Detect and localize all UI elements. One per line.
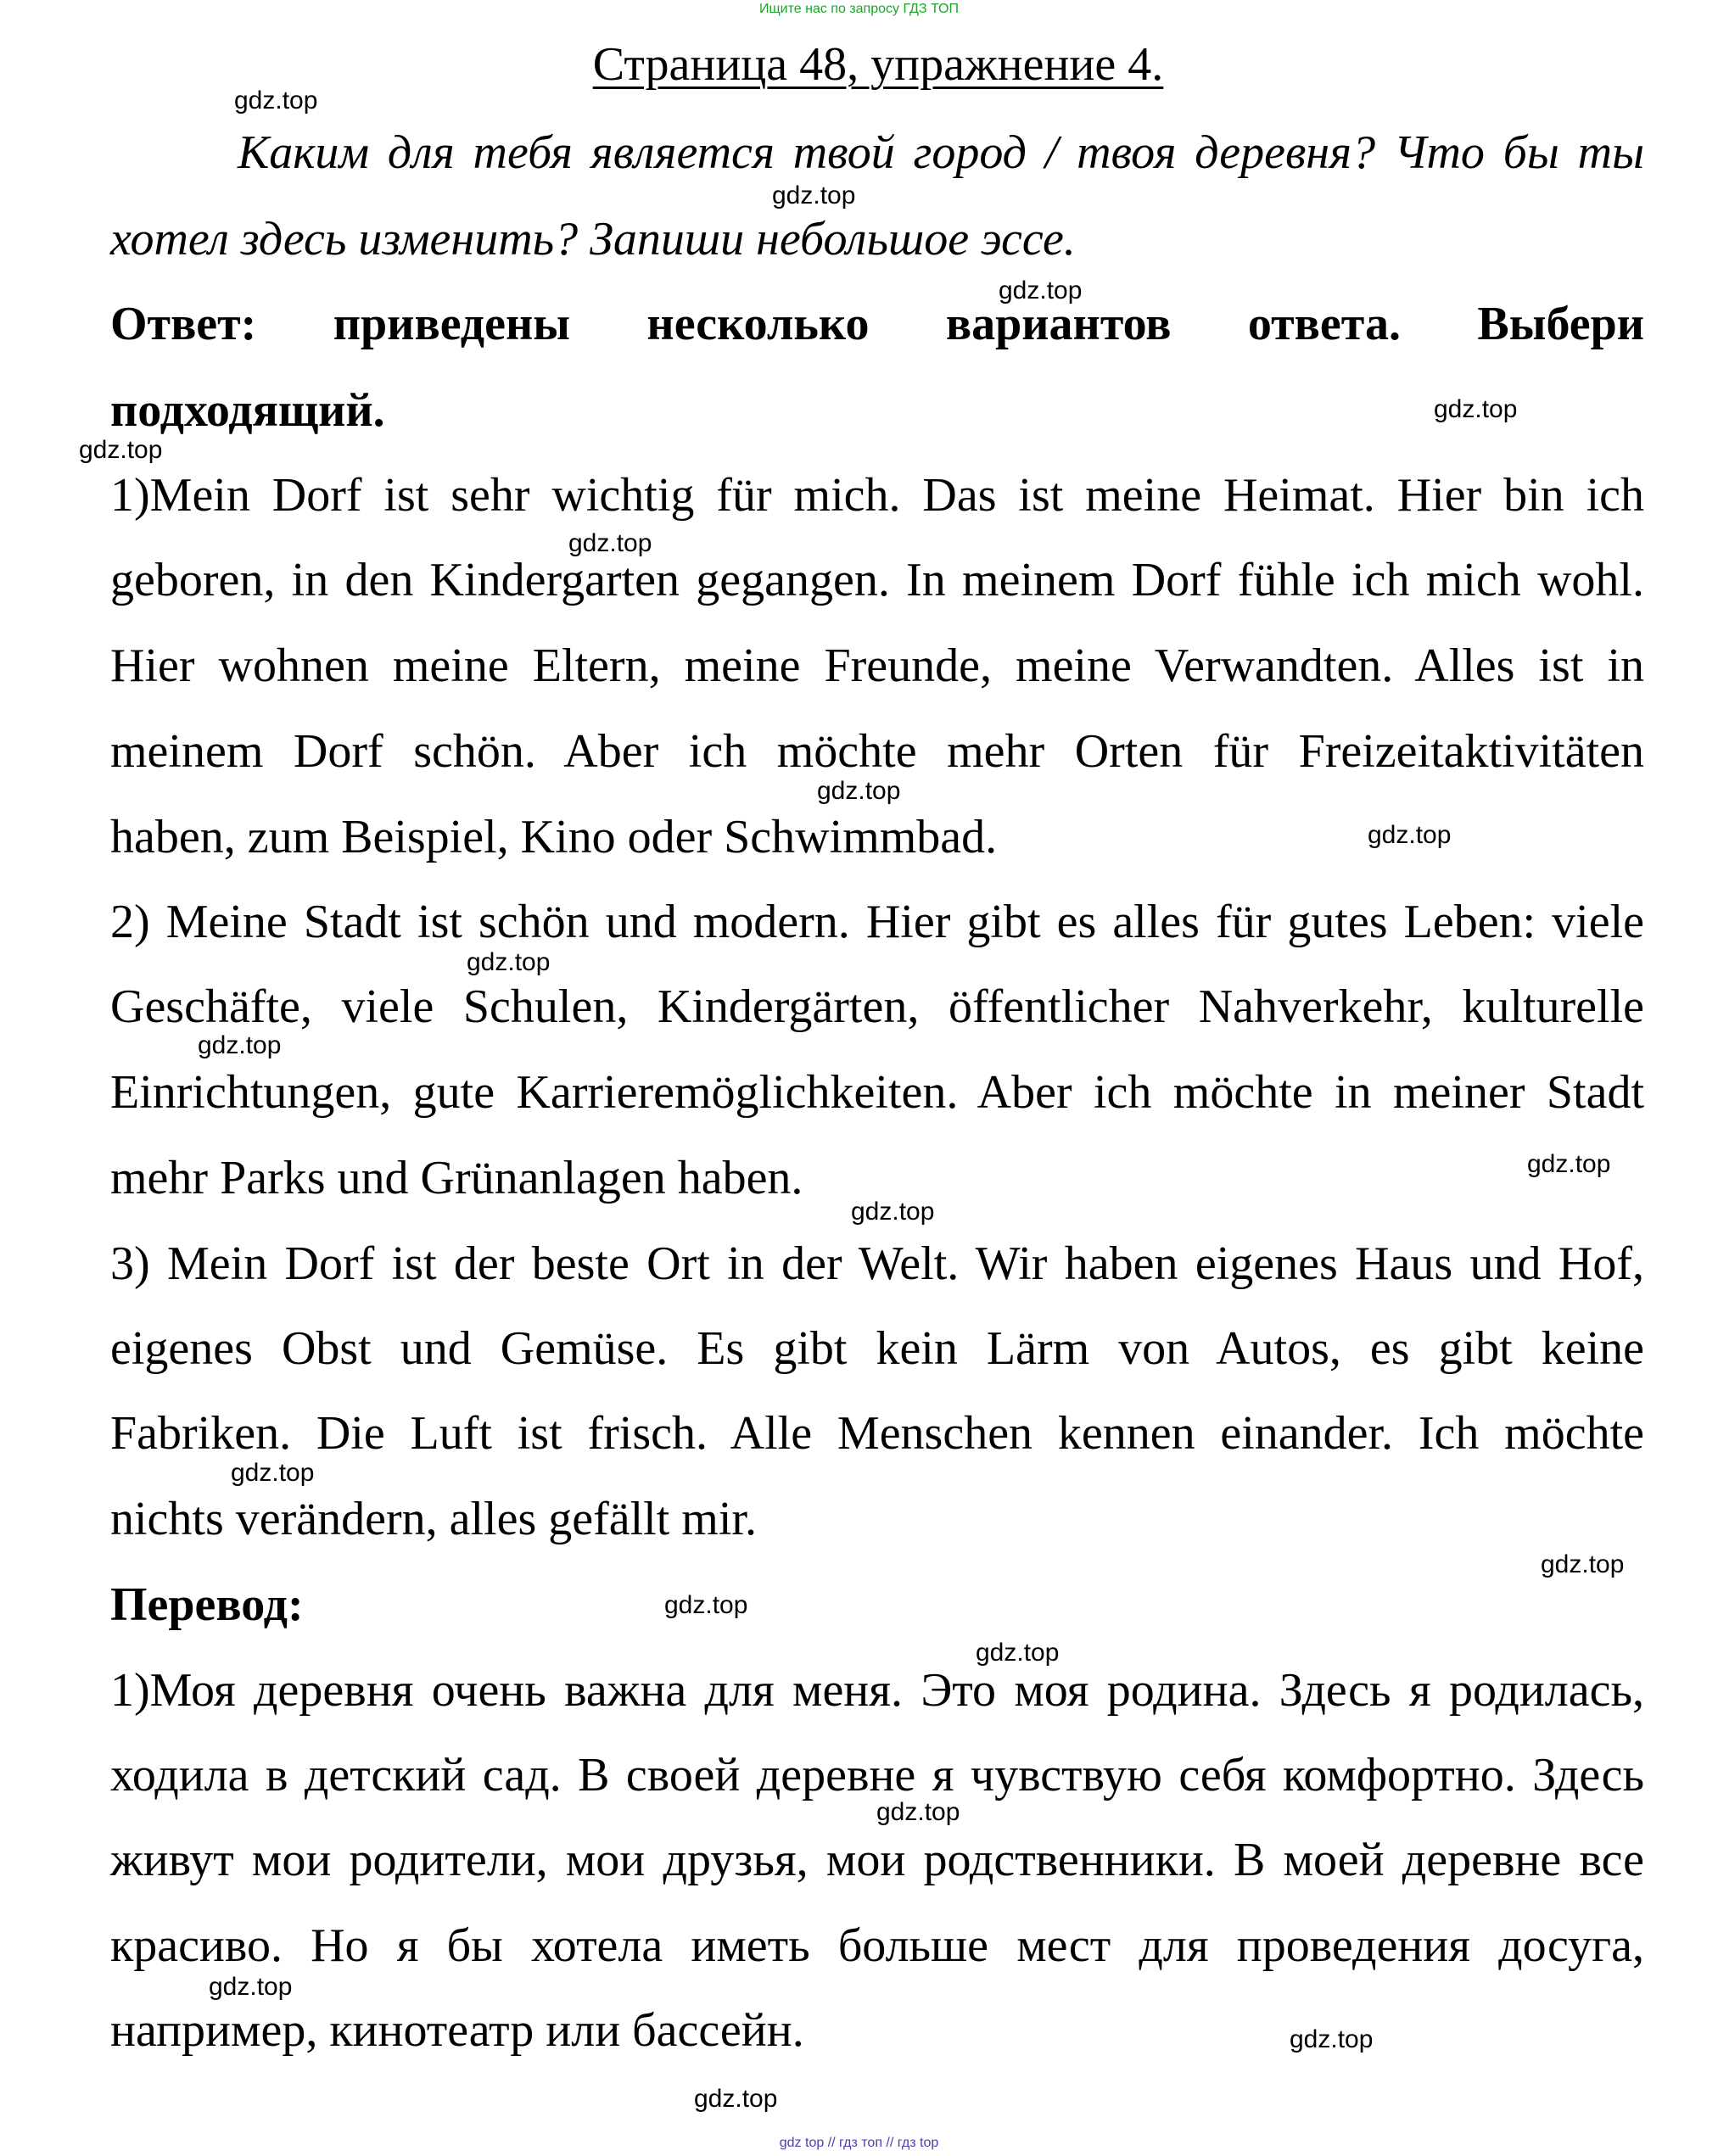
search-banner: Ищите нас по запросу ГДЗ ТОП [759, 2, 959, 16]
task-line-2: хотел здесь изменить? Запиши небольшое эссе. [110, 213, 1076, 265]
watermark: gdz.top [876, 1798, 960, 1826]
translation-line-4: красиво. Но я бы хотела иметь больше мест для проведения досуга, [110, 1919, 1644, 1972]
german-line-3: Hier wohnen meine Eltern, meine Freunde, meine Verwandten. Alles ist in [110, 640, 1644, 692]
german-line-7: Geschäfte, viele Schulen, Kindergärten, öffentlicher Nahverkehr, kulturelle [110, 980, 1644, 1033]
answer-heading-line-2: подходящий. [110, 384, 385, 437]
german-line-2: geboren, in den Kindergarten gegangen. In meinem Dorf fühle ich mich wohl. [110, 554, 1644, 606]
task-line-1: Каким для тебя является твой город / твоя деревня? Что бы ты [238, 126, 1644, 179]
watermark: gdz.top [664, 1591, 748, 1619]
watermark: gdz.top [851, 1198, 935, 1226]
german-line-1: 1)Mein Dorf ist sehr wichtig für mich. Das ist meine Heimat. Hier bin ich [110, 469, 1644, 522]
watermark: gdz.top [1368, 821, 1452, 849]
watermark: gdz.top [79, 436, 163, 464]
german-line-4: meinem Dorf schön. Aber ich möchte mehr Orten für Freizeitaktivitäten [110, 725, 1644, 778]
watermark: gdz.top [568, 529, 652, 557]
watermark: gdz.top [1434, 395, 1518, 423]
translation-line-3: живут мои родители, мои друзья, мои родственники. В моей деревне все [110, 1834, 1644, 1886]
german-line-9: mehr Parks und Grünanlagen haben. [110, 1152, 803, 1204]
watermark: gdz.top [817, 777, 901, 805]
translation-line-2: ходила в детский сад. В своей деревне я чувствую себя комфортно. Здесь [110, 1749, 1644, 1801]
watermark: gdz.top [694, 2085, 778, 2113]
translation-heading: Перевод: [110, 1578, 304, 1631]
watermark: gdz.top [198, 1031, 282, 1059]
translation-line-5: например, кинотеатр или бассейн. [110, 2004, 804, 2057]
watermark: gdz.top [231, 1459, 315, 1487]
watermark: gdz.top [772, 182, 856, 209]
answer-heading-line-1: Ответ: приведены несколько вариантов ответа. Выбери [110, 298, 1644, 350]
watermark: gdz.top [234, 87, 318, 115]
german-line-13: nichts verändern, alles gefällt mir. [110, 1493, 757, 1545]
german-line-12: Fabriken. Die Luft ist frisch. Alle Menschen kennen einander. Ich möchte [110, 1407, 1644, 1460]
watermark: gdz.top [1527, 1150, 1611, 1178]
translation-line-1: 1)Моя деревня очень важна для меня. Это моя родина. Здесь я родилась, [110, 1664, 1644, 1717]
watermark: gdz.top [999, 276, 1083, 304]
german-line-11: eigenes Obst und Gemüse. Es gibt kein Lärm von Autos, es gibt keine [110, 1322, 1644, 1375]
watermark: gdz.top [209, 1973, 293, 2001]
watermark: gdz.top [1290, 2025, 1374, 2053]
german-line-8: Einrichtungen, gute Karrieremöglichkeiten. Aber ich möchte in meiner Stadt [110, 1066, 1644, 1119]
page-title: Страница 48, упражнение 4. [592, 38, 1164, 91]
watermark: gdz.top [976, 1639, 1060, 1667]
german-line-6: 2) Meine Stadt ist schön und modern. Hier gibt es alles für gutes Leben: viele [110, 896, 1644, 948]
footer-banner: gdz top // гдз топ // гдз top [779, 2136, 939, 2150]
watermark: gdz.top [1541, 1550, 1625, 1578]
watermark: gdz.top [467, 948, 551, 976]
german-line-5: haben, zum Beispiel, Kino oder Schwimmbad. [110, 811, 998, 863]
german-line-10: 3) Mein Dorf ist der beste Ort in der Welt. Wir haben eigenes Haus und Hof, [110, 1237, 1644, 1290]
